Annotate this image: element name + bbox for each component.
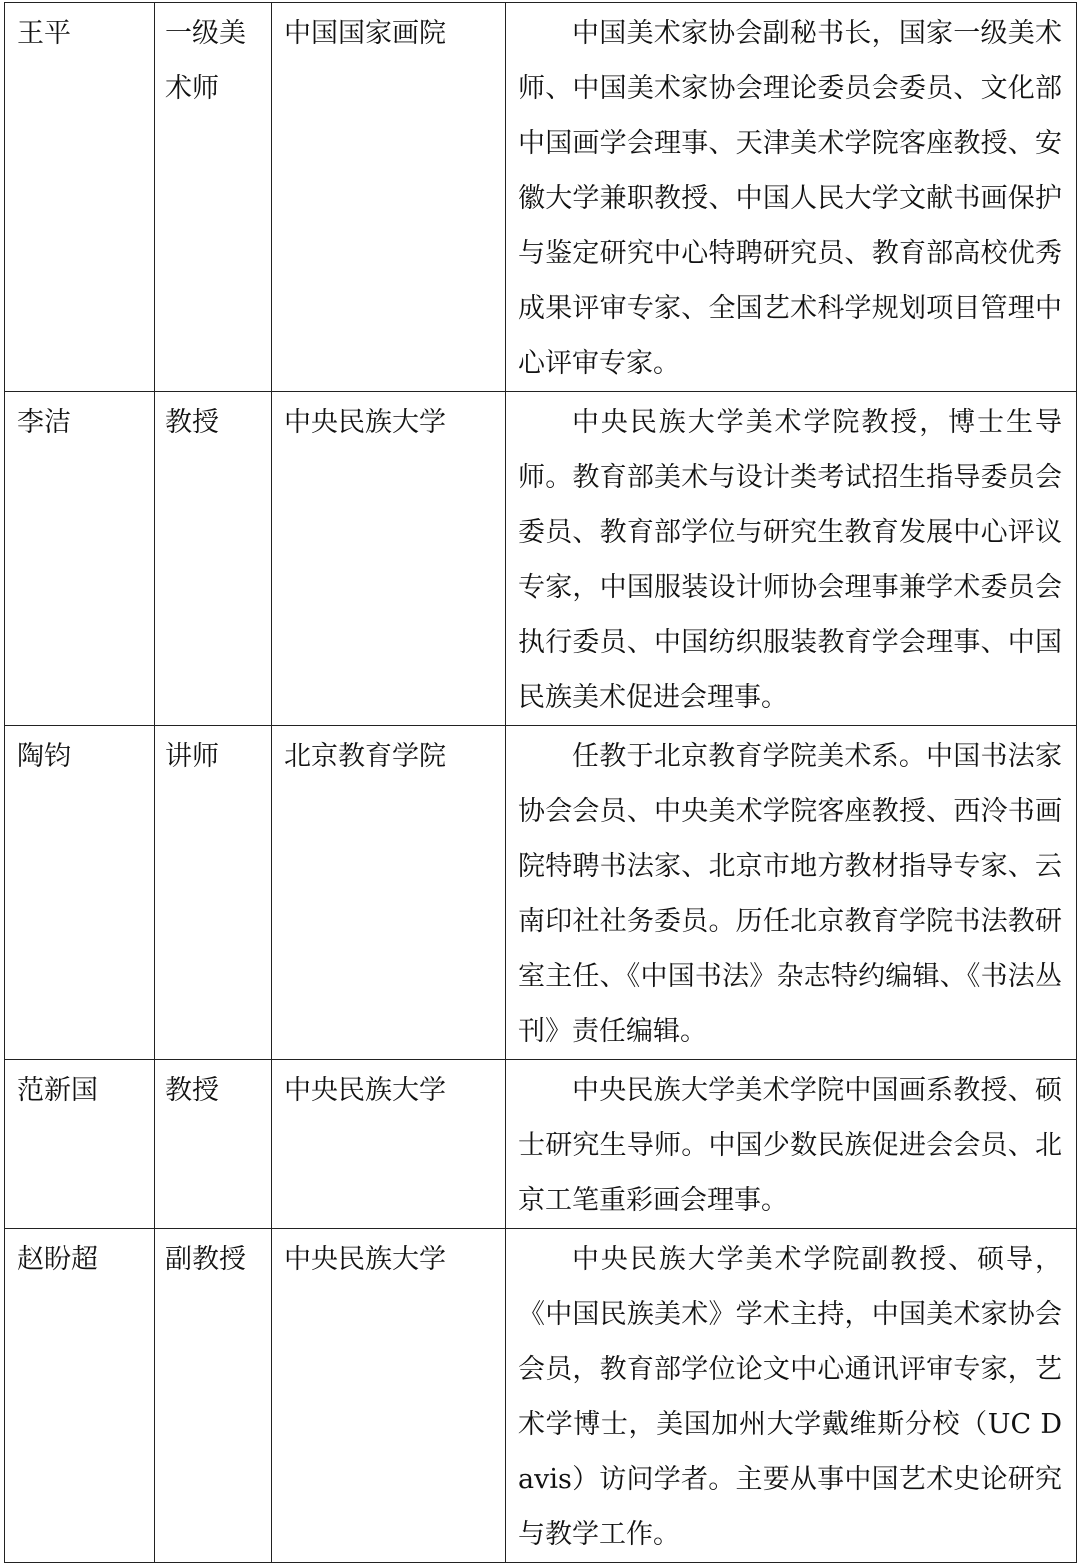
expert-organization: 中国国家画院	[272, 3, 506, 392]
expert-organization: 中央民族大学	[272, 1060, 506, 1229]
expert-name: 李洁	[5, 392, 155, 726]
expert-bio: 中央民族大学美术学院副教授、硕导，《中国民族美术》学术主持，中国美术家协会会员，教育部学位论文中心通讯评审专家，艺术学博士，美国加州大学戴维斯分校（UC Davis）访问学者。主要从事中国艺术史论研究与教学工作。	[506, 1229, 1077, 1563]
table-row	[5, 726, 1077, 1060]
table-row	[5, 3, 1077, 392]
expert-title: 讲师	[155, 726, 272, 1060]
expert-bio: 中央民族大学美术学院教授，博士生导师。教育部美术与设计类考试招生指导委员会委员、教育部学位与研究生教育发展中心评议专家，中国服装设计师协会理事兼学术委员会执行委员、中国纺织服装教育学会理事、中国民族美术促进会理事。	[506, 392, 1077, 726]
table-row	[5, 1060, 1077, 1229]
expert-title: 副教授	[155, 1229, 272, 1563]
expert-title: 教授	[155, 1060, 272, 1229]
expert-title: 教授	[155, 392, 272, 726]
expert-name: 范新国	[5, 1060, 155, 1229]
expert-organization: 中央民族大学	[272, 1229, 506, 1563]
table-row	[5, 392, 1077, 726]
expert-bio: 中国美术家协会副秘书长，国家一级美术师、中国美术家协会理论委员会委员、文化部中国画学会理事、天津美术学院客座教授、安徽大学兼职教授、中国人民大学文献书画保护与鉴定研究中心特聘研究员、教育部高校优秀成果评审专家、全国艺术科学规划项目管理中心评审专家。	[506, 3, 1077, 392]
expert-table	[4, 2, 1077, 1563]
expert-name: 赵盼超	[5, 1229, 155, 1563]
expert-bio: 任教于北京教育学院美术系。中国书法家协会会员、中央美术学院客座教授、西泠书画院特聘书法家、北京市地方教材指导专家、云南印社社务委员。历任北京教育学院书法教研室主任、《中国书法》杂志特约编辑、《书法丛刊》责任编辑。	[506, 726, 1077, 1060]
expert-organization: 北京教育学院	[272, 726, 506, 1060]
expert-name: 王平	[5, 3, 155, 392]
expert-organization: 中央民族大学	[272, 392, 506, 726]
table-row	[5, 1229, 1077, 1563]
expert-bio: 中央民族大学美术学院中国画系教授、硕士研究生导师。中国少数民族促进会会员、北京工笔重彩画会理事。	[506, 1060, 1077, 1229]
expert-title: 一级美术师	[155, 3, 272, 392]
expert-name: 陶钧	[5, 726, 155, 1060]
